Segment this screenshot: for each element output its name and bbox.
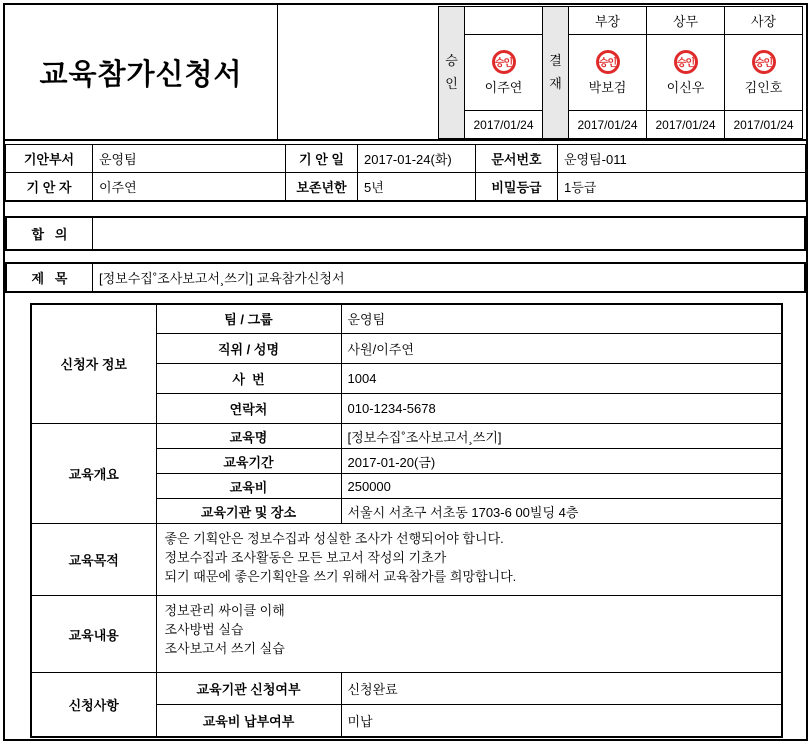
education-content-text — [156, 596, 782, 673]
approval-area — [278, 5, 806, 139]
section-title-education-content: 교육내용 — [31, 596, 156, 673]
approval-date: 2017/01/24 — [465, 111, 543, 139]
text-line: 정보관리 싸이클 이해 — [164, 603, 285, 618]
approver-role: 사장 — [725, 7, 803, 35]
field-label: 교육기간 — [156, 449, 341, 474]
field-label: 교육기관 및 장소 — [156, 499, 341, 524]
document-page — [3, 3, 808, 741]
field-value: 2017-01-24(화) — [358, 145, 476, 173]
field-label: 비밀등급 — [476, 173, 558, 201]
field-label: 기 안 일 — [286, 145, 358, 173]
section-title-application-status: 신청사항 — [31, 673, 156, 737]
field-label: 보존년한 — [286, 173, 358, 201]
approval-group-label: 승인 — [439, 7, 465, 139]
subject-value: [정보수집˚조사보고서¸쓰기] 교육참가신청서 — [99, 270, 345, 286]
field-label: 교육기관 신청여부 — [156, 673, 341, 705]
approval-stamp-icon: 승인 — [492, 50, 516, 74]
approver-name: 이신우 — [666, 79, 705, 95]
field-label: 연락처 — [156, 394, 341, 424]
subject-label: 제 목 — [7, 264, 93, 291]
field-label: 교육비 — [156, 474, 341, 499]
approval-stamp-icon: 승인 — [752, 50, 776, 74]
approval-date: 2017/01/24 — [725, 111, 803, 139]
field-value: 5년 — [358, 173, 476, 201]
approver-role: 상무 — [647, 7, 725, 35]
field-value: 이주연 — [93, 173, 286, 201]
sign-off-group-label: 결재 — [543, 7, 569, 139]
text-line: 정보수집과 조사활동은 모든 보고서 작성의 기초가 — [164, 550, 447, 565]
field-value: 서울시 서초구 서초동 1703-6 00빌딩 4층 — [341, 499, 782, 524]
approval-date: 2017/01/24 — [569, 111, 647, 139]
field-value: 운영팀-011 — [558, 145, 806, 173]
field-label: 사 번 — [156, 364, 341, 394]
text-line: 조사방법 실습 — [164, 622, 244, 637]
agreement-value — [93, 218, 804, 249]
field-value: 2017-01-20(금) — [341, 449, 782, 474]
field-value: 250000 — [341, 474, 782, 499]
approver-name: 김인호 — [744, 79, 783, 95]
field-value: 010-1234-5678 — [341, 394, 782, 424]
approval-date: 2017/01/24 — [647, 111, 725, 139]
section-title-education-purpose: 교육목적 — [31, 524, 156, 596]
agreement-label: 합 의 — [7, 218, 93, 249]
agreement-row — [5, 216, 806, 251]
page-title: 교육참가신청서 — [39, 58, 243, 91]
approver-signature-cell — [725, 35, 803, 111]
field-label: 직위 / 성명 — [156, 334, 341, 364]
approval-table — [438, 6, 803, 139]
draft-info-table — [5, 144, 806, 202]
field-label: 기 안 자 — [6, 173, 93, 201]
text-line: 조사보고서 쓰기 실습 — [164, 641, 285, 656]
section-title-applicant-info: 신청자 정보 — [31, 304, 156, 424]
field-label: 기안부서 — [6, 145, 93, 173]
title-cell — [5, 5, 278, 139]
subject-row — [5, 262, 806, 293]
approver-signature-cell — [647, 35, 725, 111]
approver-signature-cell — [569, 35, 647, 111]
approver-name: 이주연 — [484, 79, 523, 95]
field-value: 미납 — [341, 705, 782, 737]
field-value: 1등급 — [558, 173, 806, 201]
field-label: 팀 / 그룹 — [156, 304, 341, 334]
field-value: 사원/이주연 — [341, 334, 782, 364]
field-label: 교육비 납부여부 — [156, 705, 341, 737]
field-value: 운영팀 — [341, 304, 782, 334]
approver-signature-cell — [465, 35, 543, 111]
field-value: 신청완료 — [341, 673, 782, 705]
field-value: 1004 — [341, 364, 782, 394]
approval-stamp-icon: 승인 — [674, 50, 698, 74]
field-label: 교육명 — [156, 424, 341, 449]
education-purpose-text — [156, 524, 782, 596]
field-label: 문서번호 — [476, 145, 558, 173]
approver-role — [465, 7, 543, 35]
section-title-education-overview: 교육개요 — [31, 424, 156, 524]
text-line: 좋은 기획안은 정보수집과 성실한 조사가 선행되어야 합니다. — [164, 531, 504, 546]
approval-stamp-icon: 승인 — [596, 50, 620, 74]
field-value: 운영팀 — [93, 145, 286, 173]
field-value: [정보수집˚조사보고서¸쓰기] — [341, 424, 782, 449]
approver-name: 박보검 — [588, 79, 627, 95]
approver-role: 부장 — [569, 7, 647, 35]
application-detail-table — [30, 303, 783, 738]
text-line: 되기 때문에 좋은기획안을 쓰기 위해서 교육참가를 희망합니다. — [164, 569, 517, 584]
header — [5, 5, 806, 141]
